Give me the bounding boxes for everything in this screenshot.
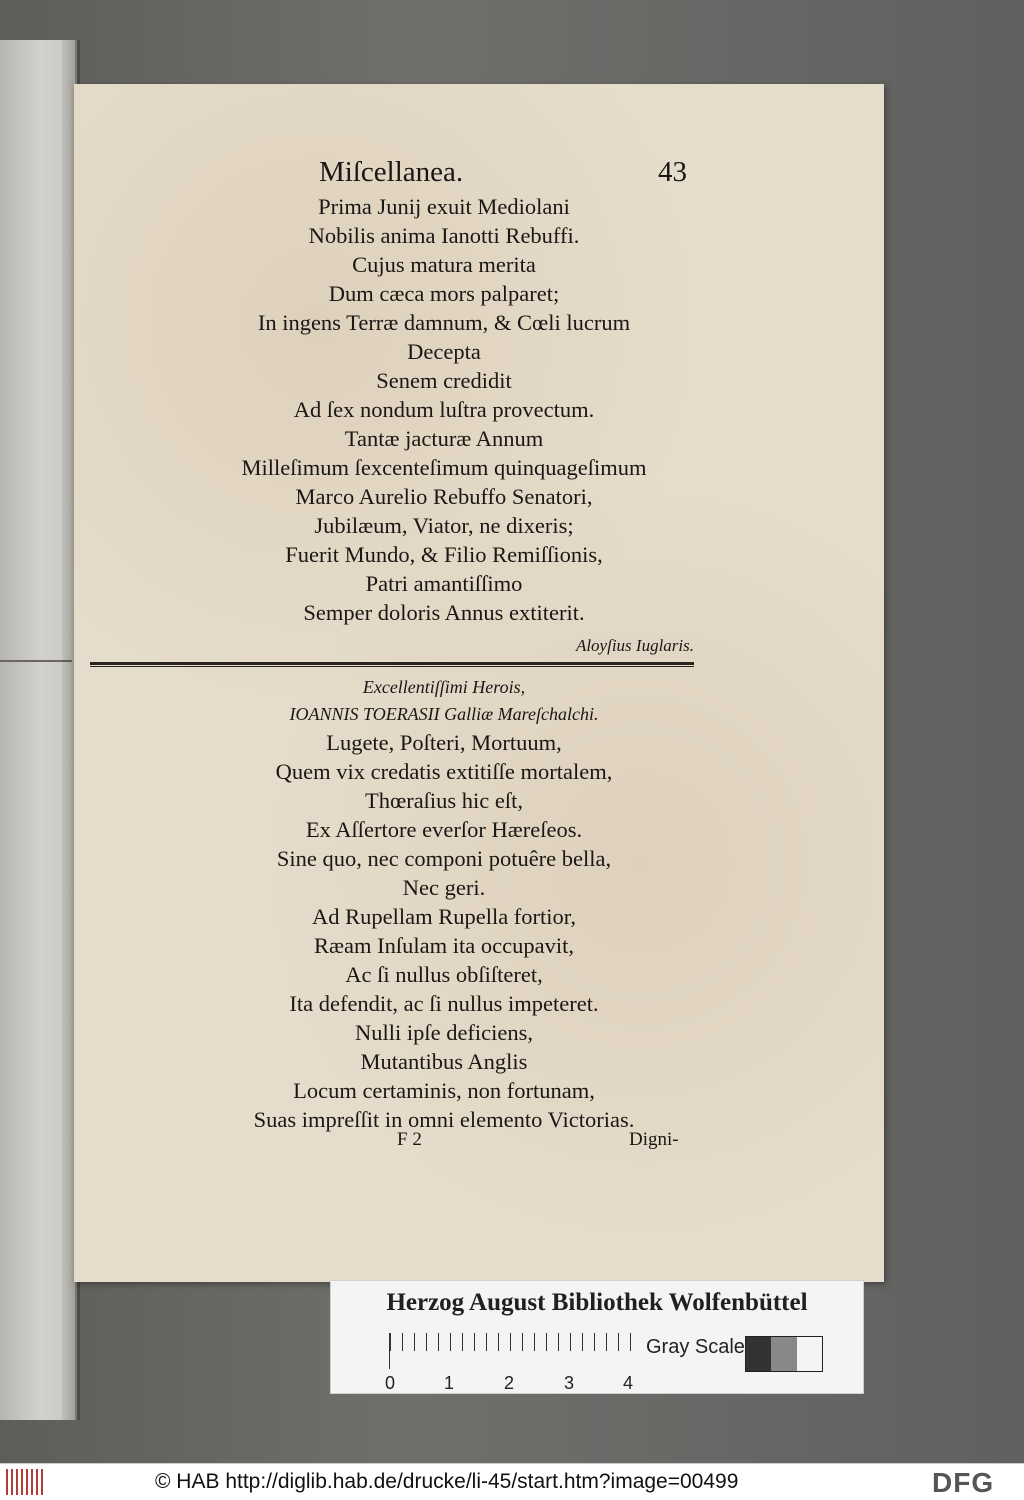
library-name: Herzog August Bibliothek Wolfenbüttel [386,1289,808,1316]
author-attribution: Aloyſius Iuglaris. [575,636,694,655]
text-line: Nobilis anima Ianotti Rebuffi. [308,223,580,248]
epitaph-two [114,674,774,1134]
text-line: Dum cæca mors palparet; [328,281,560,306]
text-line: Decepta [407,339,481,364]
text-line: Nec geri. [402,875,486,900]
scale-number: 2 [504,1373,515,1393]
dfg-logo: DFG [932,1467,995,1498]
gray-patch-mid [771,1337,796,1371]
heading-line: Excellentiſſimi Herois, [362,677,526,697]
text-line: Suas impreſſit in omni elemento Victorias. [253,1107,635,1132]
gray-patch-light [797,1337,822,1371]
text-line: Patri amantiſſimo [365,571,523,596]
section-divider-thin [90,666,694,667]
color-calibration-bar [330,1280,864,1394]
text-line: Ad Rupellam Rupella fortior, [311,904,577,929]
text-line: Fuerit Mundo, & Filio Remiſſionis, [285,542,603,567]
scale-number: 3 [564,1373,575,1393]
scale-number: 0 [385,1373,396,1393]
running-title: Miſcellanea. [319,156,464,188]
text-line: Nulli ipſe deficiens, [354,1020,534,1045]
text-line: Locum certaminis, non fortunam, [293,1078,595,1103]
text-line: Marco Aurelio Rebuffo Senatori, [295,484,593,509]
text-line: Milleſimum ſexcenteſimum quinquageſimum [241,455,647,480]
text-line: Tantæ jacturæ Annum [344,426,544,451]
section-divider [90,662,694,665]
text-line: Ad ſex nondum luſtra provectum. [293,397,595,422]
catchword: Digni- [629,1129,679,1150]
text-line: Ac ſi nullus obſiſteret, [345,962,543,987]
heading-line: IOANNIS TOERASII Galliæ Mareſchalchi. [289,704,599,724]
scale-number: 1 [444,1373,455,1393]
hab-barcode-logo-icon [6,1469,46,1495]
text-line: Mutantibus Anglis [360,1049,528,1074]
text-line: Jubilæum, Viator, ne dixeris; [314,513,574,538]
gray-patch-dark [746,1337,771,1371]
epitaph-one [114,192,774,627]
gray-scale-label: Gray Scale [646,1336,745,1358]
text-line: Ræam Inſulam ita occupavit, [314,933,574,958]
text-line: Sine quo, nec componi potuêre bella, [276,846,612,871]
text-line: Senem credidit [376,368,512,393]
text-line: In ingens Terræ damnum, & Cœli lucrum [257,310,631,335]
text-line: Ex Aſſertore everſor Hæreſeos. [305,817,583,842]
text-line: Prima Junij exuit Mediolani [318,194,570,219]
text-line: Cujus matura merita [352,252,536,277]
text-line: Thœraſius hic eſt, [364,788,524,813]
text-line: Lugete, Poſteri, Mortuum, [326,730,562,755]
text-line: Quem vix credatis extitiſſe mortalem, [275,759,613,784]
book-page [74,84,884,1282]
gray-scale-patches [745,1336,823,1372]
footer-copyright-link[interactable]: © HAB http://diglib.hab.de/drucke/li-45/start.htm?image=00499 [155,1470,739,1493]
text-line: Semper doloris Annus extiterit. [303,600,585,625]
text-line: Ita defendit, ac ſi nullus impeteret. [289,991,599,1016]
ruler-scale [389,1333,634,1369]
page-number: 43 [658,156,687,188]
footer-bar [0,1463,1024,1500]
scale-number: 4 [623,1373,634,1393]
signature-mark: F 2 [397,1129,422,1150]
